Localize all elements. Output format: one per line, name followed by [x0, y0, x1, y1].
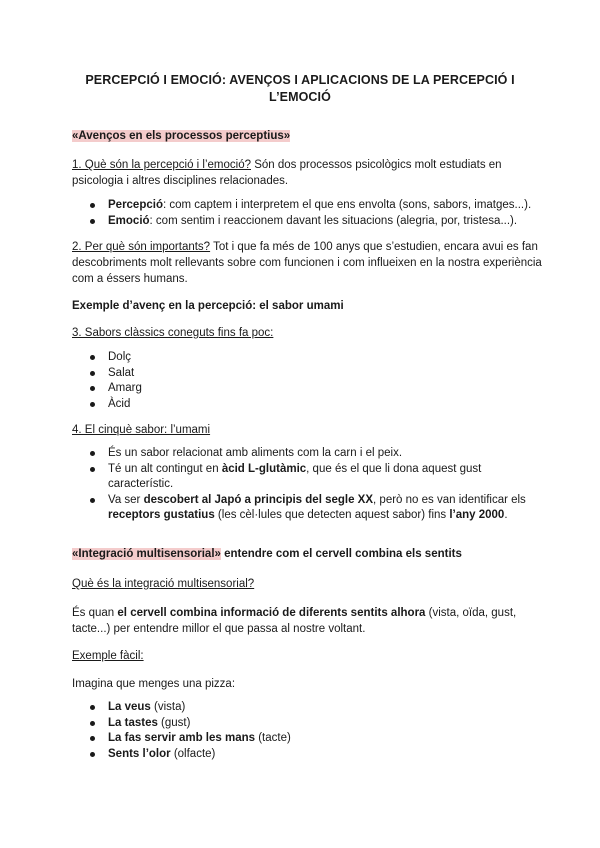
- q2-line-2: descobriments molt rellevants sobre com funcionen i com influeixen en la nostra experiència: [72, 257, 542, 269]
- q1-question: 1. Què són la percepció i l’emoció?: [72, 159, 251, 171]
- bullet-icon: [90, 498, 95, 503]
- bullet-icon: [90, 355, 95, 360]
- section-2-answer-line-2: tacte...) per entendre millor el que passa al nostre voltant.: [72, 623, 366, 635]
- list-item: La veus (vista): [72, 700, 291, 716]
- list-item: És un sabor relacionat amb aliments com la carn i el peix.: [72, 446, 526, 462]
- senses-list: [72, 700, 291, 762]
- example-label: Exemple fàcil:: [72, 650, 144, 662]
- flavours-list: [72, 350, 142, 412]
- q2-line-1: 2. Per què són importants? Tot i que fa més de 100 anys que s’estudien, encara avui es fan: [72, 241, 538, 253]
- q4-question: 4. El cinquè sabor: l’umami: [72, 424, 211, 436]
- list-item: Va ser descobert al Japó a principis del segle XX, però no es van identificar els: [72, 493, 526, 509]
- bullet-icon: [90, 402, 95, 407]
- title-line-1: PERCEPCIÓ I EMOCIÓ: AVENÇOS I APLICACIONS DE LA PERCEPCIÓ I: [85, 73, 515, 87]
- title-line-2: L’EMOCIÓ: [269, 90, 331, 104]
- bullet-icon: [90, 705, 95, 710]
- q1-answer-1: Són dos processos psicològics molt estudiats en: [251, 159, 502, 171]
- example-heading: Exemple d’avenç en la percepció: el sabor umami: [72, 300, 344, 312]
- section-2-question: Què és la integració multisensorial?: [72, 578, 255, 590]
- definitions-list: [72, 198, 531, 229]
- list-item-continuation: receptors gustatius (les cèl·lules que detecten aquest sabor) fins l’any 2000.: [108, 509, 508, 521]
- list-item: Percepció: com captem i interpretem el que ens envolta (sons, sabors, imatges...).: [72, 198, 531, 214]
- list-item: Té un alt contingut en àcid L-glutàmic, que és el que li dona aquest gust: [72, 462, 526, 478]
- bullet-icon: [90, 371, 95, 376]
- list-item: Sents l’olor (olfacte): [72, 747, 291, 763]
- bullet-icon: [90, 203, 95, 208]
- umami-list: [72, 446, 526, 524]
- q1-line-1: [72, 157, 502, 173]
- bullet-icon: [90, 219, 95, 224]
- list-item: Dolç: [72, 350, 142, 366]
- section-2-heading: «Integració multisensorial» entendre com el cervell combina els sentits: [72, 548, 462, 560]
- q2-line-3: com a éssers humans.: [72, 273, 188, 285]
- bullet-icon: [90, 736, 95, 741]
- bullet-icon: [90, 721, 95, 726]
- q2-question: 2. Per què són importants?: [72, 241, 211, 253]
- example-intro: Imagina que menges una pizza:: [72, 678, 236, 690]
- list-item: Àcid: [72, 397, 142, 413]
- bullet-icon: [90, 451, 95, 456]
- document-title: [70, 72, 530, 106]
- bullet-icon: [90, 386, 95, 391]
- list-item: Emoció: com sentim i reaccionem davant les situacions (alegria, por, tristesa...).: [72, 214, 531, 230]
- list-item: Amarg: [72, 381, 142, 397]
- list-item: Salat: [72, 366, 142, 382]
- q3-question: 3. Sabors clàssics coneguts fins fa poc:: [72, 327, 274, 339]
- section-2-answer-line-1: És quan el cervell combina informació de diferents sentits alhora (vista, oïda, gust,: [72, 607, 517, 619]
- list-item: La tastes (gust): [72, 716, 291, 732]
- list-item-continuation: característic.: [108, 478, 174, 490]
- q1-line-2: psicologia i altres disciplines relacionades.: [72, 175, 289, 187]
- bullet-icon: [90, 467, 95, 472]
- section-1-heading: «Avenços en els processos perceptius»: [72, 130, 291, 142]
- bullet-icon: [90, 752, 95, 757]
- list-item: La fas servir amb les mans (tacte): [72, 731, 291, 747]
